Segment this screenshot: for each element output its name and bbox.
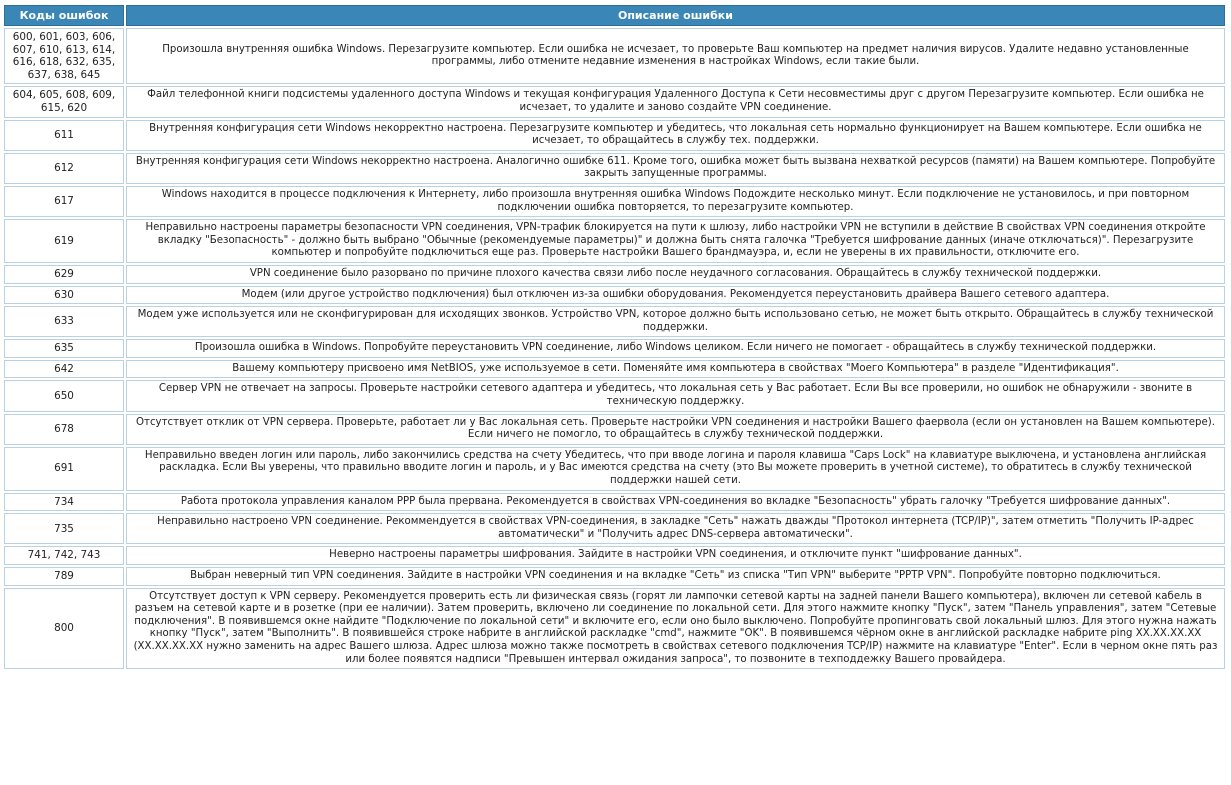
error-description-cell: Файл телефонной книги подсистемы удаленного доступа Windows и текущая конфигурация Удаленного Доступа к Сети несовместимы друг с другом Перезагрузите компьютер. Если ошибка не исчезает, то удалите и заново создайте VPN соединение. [126,86,1225,117]
error-code-cell: 617 [4,186,124,217]
table-header-row [4,5,1225,26]
error-code-cell: 734 [4,493,124,512]
error-codes-table [2,3,1227,671]
table-row [4,493,1225,512]
error-description-cell: Работа протокола управления каналом PPP была прервана. Рекомендуется в свойствах VPN-соединения во вкладке "Безопасность" убрать галочку "Требуется шифрование данных". [126,493,1225,512]
table-row [4,306,1225,337]
error-description-cell: Неправильно введен логин или пароль, либо закончились средства на счету Убедитесь, что при вводе логина и пароля клавиша "Caps Lock" на клавиатуре выключена, и установлена английская раскладка. Если Вы уверены, что правильно вводите логин и пароль, и у Вас имеются средства на счету (это Вы можете проверить в учетной системе), то обратитесь в службу технической поддержки нашей сети. [126,447,1225,491]
error-description-cell: Windows находится в процессе подключения к Интернету, либо произошла внутренняя ошибка Windows Подождите несколько минут. Если подключение не установилось, и при повторном подключении ошибка повторяется, то перезагрузите компьютер. [126,186,1225,217]
error-code-cell: 633 [4,306,124,337]
error-description-cell: Сервер VPN не отвечает на запросы. Проверьте настройки сетевого адаптера и убедитесь, что локальная сеть у Вас работает. Если Вы все проверили, но ошибок не обнаружили - звоните в техническую поддержку. [126,380,1225,411]
table-row [4,447,1225,491]
error-description-cell: Произошла ошибка в Windows. Попробуйте переустановить VPN соединение, либо Windows целиком. Если ничего не помогает - обращайтесь в службу технической поддержки. [126,339,1225,358]
table-row [4,380,1225,411]
table-body [4,28,1225,669]
error-description-cell: Внутренняя конфигурация сети Windows некорректно настроена. Аналогично ошибке 611. Кроме того, ошибка может быть вызвана нехваткой ресурсов (памяти) на Вашем компьютере. Попробуйте закрыть запущенные программы. [126,153,1225,184]
error-code-cell: 611 [4,120,124,151]
error-description-cell: Внутренняя конфигурация сети Windows некорректно настроена. Перезагрузите компьютер и убедитесь, что локальная сеть нормально функционирует на Вашем компьютере. Если ошибка не исчезает, то обращайтесь в службу тех. поддержки. [126,120,1225,151]
error-code-cell: 691 [4,447,124,491]
error-code-cell: 642 [4,360,124,379]
table-row [4,588,1225,670]
table-row [4,28,1225,84]
error-code-cell: 604, 605, 608, 609, 615, 620 [4,86,124,117]
error-code-cell: 650 [4,380,124,411]
header-codes: Коды ошибок [4,5,124,26]
error-description-cell: Неверно настроены параметры шифрования. Зайдите в настройки VPN соединения, и отключите пункт "шифрование данных". [126,546,1225,565]
error-code-cell: 678 [4,414,124,445]
error-description-cell: Выбран неверный тип VPN соединения. Зайдите в настройки VPN соединения и на вкладке "Сеть" из списка "Тип VPN" выберите "PPTP VPN". Попробуйте повторно подключиться. [126,567,1225,586]
error-description-cell: Модем уже используется или не сконфигурирован для исходящих звонков. Устройство VPN, которое должно быть использовано сетью, не может быть открыто. Обращайтесь в службу технической поддержки. [126,306,1225,337]
table-row [4,513,1225,544]
table-row [4,219,1225,263]
error-code-cell: 741, 742, 743 [4,546,124,565]
table-row [4,153,1225,184]
error-description-cell: Неправильно настроено VPN соединение. Рекоммендуется в свойствах VPN-соединения, в закладке "Сеть" нажать дважды "Протокол интернета (TCP/IP)", затем отметить "Получить IP-адрес автоматически" и "Получить адрес DNS-сервера автоматически". [126,513,1225,544]
error-description-cell: Произошла внутренняя ошибка Windows. Перезагрузите компьютер. Если ошибка не исчезает, то проверьте Ваш компьютер на предмет наличия вирусов. Удалите недавно установленные программы, либо отмените недавние изменения в настройках Windows, если такие были. [126,28,1225,84]
error-code-cell: 619 [4,219,124,263]
table-row [4,360,1225,379]
error-description-cell: Отсутствует отклик от VPN сервера. Проверьте, работает ли у Вас локальная сеть. Проверьте настройки VPN соединения и настройки Вашего фаервола (если он установлен на Вашем компьютере). Если ничего не помогло, то обращайтесь в службу технической поддержки. [126,414,1225,445]
error-code-cell: 635 [4,339,124,358]
error-code-cell: 629 [4,265,124,284]
table-row [4,286,1225,305]
error-description-cell: Отсутствует доступ к VPN серверу. Рекомендуется проверить есть ли физическая связь (горят ли лампочки сетевой карты на задней панели Вашего компьютера), включен ли сетевой кабель в разъем на сетевой карте и в розетке (при ее наличии). Затем проверить, включено ли соединение по локальной сети. Для этого нажмите кнопку "Пуск", затем "Панель управления", затем "Сетевые подключения". В появившемся окне найдите "Подключение по локальной сети" и включите его, если оно было выключено. Попробуйте пропинговать свой локальный шлюз. Для этого нужна нажать кнопку "Пуск", затем "Выполнить". В появившейся строке набрите в английской раскладке "cmd", нажмите "OK". В появившемся чёрном окне в английской раскладке набрите ping XX.XX.XX.XX (XX.XX.XX.XX нужно заменить на адрес Вашего шлюза. Адрес шлюза можно также посмотреть в свойствах сетевого подключения TCP/IP) нажмите на клавиатуре "Enter". Если в черном окне пять раз или более появятся надписи "Превышен интервал ожидания запроса", то позвоните в техподдежку Вашего провайдера. [126,588,1225,670]
table-row [4,86,1225,117]
error-code-cell: 612 [4,153,124,184]
error-code-cell: 800 [4,588,124,670]
error-description-cell: Вашему компьютеру присвоено имя NetBIOS, уже используемое в сети. Поменяйте имя компьютера в свойствах "Моего Компьютера" в разделе "Идентификация". [126,360,1225,379]
error-code-cell: 630 [4,286,124,305]
table-row [4,265,1225,284]
table-row [4,339,1225,358]
error-codes-page [2,3,1227,671]
header-description: Описание ошибки [126,5,1225,26]
table-row [4,414,1225,445]
error-code-cell: 735 [4,513,124,544]
error-description-cell: Модем (или другое устройство подключения) был отключен из-за ошибки оборудования. Рекомендуется переустановить драйвера Вашего сетевого адаптера. [126,286,1225,305]
table-row [4,120,1225,151]
table-row [4,567,1225,586]
error-description-cell: Неправильно настроены параметры безопасности VPN соединения, VPN-трафик блокируется на пути к шлюзу, либо настройки VPN не вступили в действие В свойствах VPN соединения откройте вкладку "Безопасность" - должно быть выбрано "Обычные (рекомендуемые параметры)" и должна быть снята галочка "Требуется шифрование данных (иначе отключаться)". Перезагрузите компьютер и попробуйте подключиться еще раз. Проверьте настройки Вашего брандмауэра, и, если не уверены в их правильности, отключите его. [126,219,1225,263]
error-code-cell: 600, 601, 603, 606, 607, 610, 613, 614, 616, 618, 632, 635, 637, 638, 645 [4,28,124,84]
error-description-cell: VPN соединение было разорвано по причине плохого качества связи либо после неудачного согласования. Обращайтесь в службу технической поддержки. [126,265,1225,284]
error-code-cell: 789 [4,567,124,586]
table-row [4,186,1225,217]
table-row [4,546,1225,565]
